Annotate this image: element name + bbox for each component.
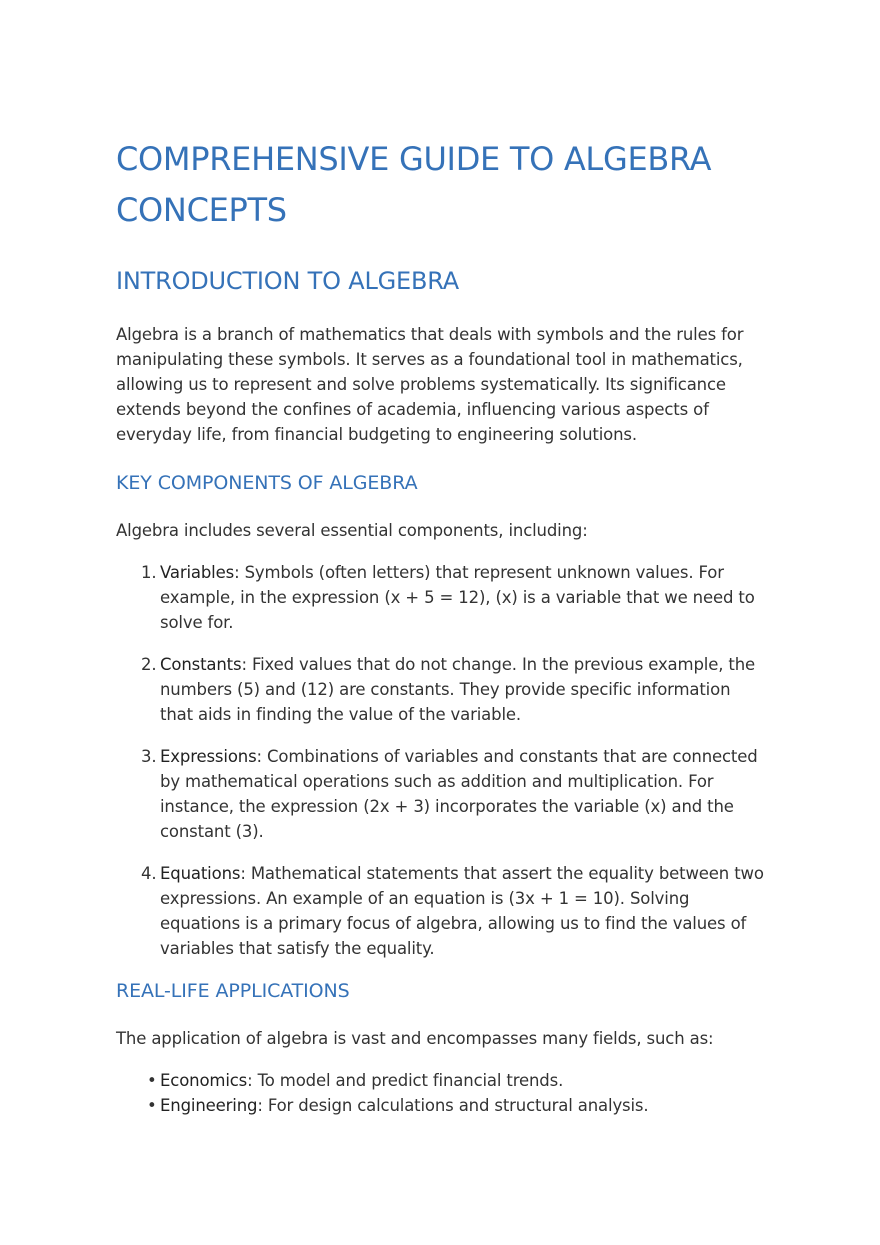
document-title: COMPREHENSIVE GUIDE TO ALGEBRA CONCEPTS <box>116 140 712 229</box>
bullet-marker: • <box>147 1096 157 1115</box>
applications-heading: REAL-LIFE APPLICATIONS <box>116 980 350 1002</box>
list-item <box>116 652 764 727</box>
list-term: Economics <box>160 1071 248 1090</box>
bullet-marker: • <box>147 1071 157 1090</box>
key-components-list <box>116 560 764 961</box>
list-text: : To model and predict financial trends. <box>247 1071 564 1090</box>
list-term: Variables <box>160 563 235 582</box>
list-text: : For design calculations and structural analysis. <box>257 1096 649 1115</box>
document-page <box>116 134 764 1118</box>
key-components-heading: KEY COMPONENTS OF ALGEBRA <box>116 472 418 494</box>
list-term: Constants <box>160 655 242 674</box>
intro-heading: INTRODUCTION TO ALGEBRA <box>116 267 459 295</box>
list-item <box>116 1093 764 1118</box>
list-term: Equations <box>160 864 241 883</box>
key-components-intro: Algebra includes several essential components, including: <box>116 521 588 540</box>
list-text: : Fixed values that do not change. In the previous example, the numbers (5) and (12) are constants. They provide specific information that aids in finding the value of the variable. <box>160 655 756 724</box>
list-term: Engineering <box>160 1096 258 1115</box>
list-term: Expressions <box>160 747 257 766</box>
list-text: : Mathematical statements that assert the equality between two expressions. An example of an equation is (3x + 1 = 10). Solving equations is a primary focus of algebra, allowing us to find the values of variables that satisfy the equality. <box>160 864 764 958</box>
list-item <box>116 861 764 961</box>
list-text: : Symbols (often letters) that represent unknown values. For example, in the expression (x + 5 = 12), (x) is a variable that we need to solve for. <box>160 563 755 632</box>
list-item <box>116 560 764 635</box>
list-number: 4. <box>141 864 157 883</box>
list-text: : Combinations of variables and constants that are connected by mathematical operations such as addition and multiplication. For instance, the expression (2x + 3) incorporates the variable (x) and the constant (3). <box>160 747 758 841</box>
list-number: 1. <box>141 563 157 582</box>
applications-intro: The application of algebra is vast and encompasses many fields, such as: <box>116 1029 714 1048</box>
applications-list <box>116 1068 764 1118</box>
list-item <box>116 744 764 844</box>
list-item <box>116 1068 764 1093</box>
list-number: 2. <box>141 655 157 674</box>
intro-paragraph: Algebra is a branch of mathematics that deals with symbols and the rules for manipulating these symbols. It serves as a foundational tool in mathematics, allowing us to represent and solve problems systematically. Its significance extends beyond the confines of academia, influencing various aspects of everyday life, from financial budgeting to engineering solutions. <box>116 325 744 444</box>
list-number: 3. <box>141 747 157 766</box>
